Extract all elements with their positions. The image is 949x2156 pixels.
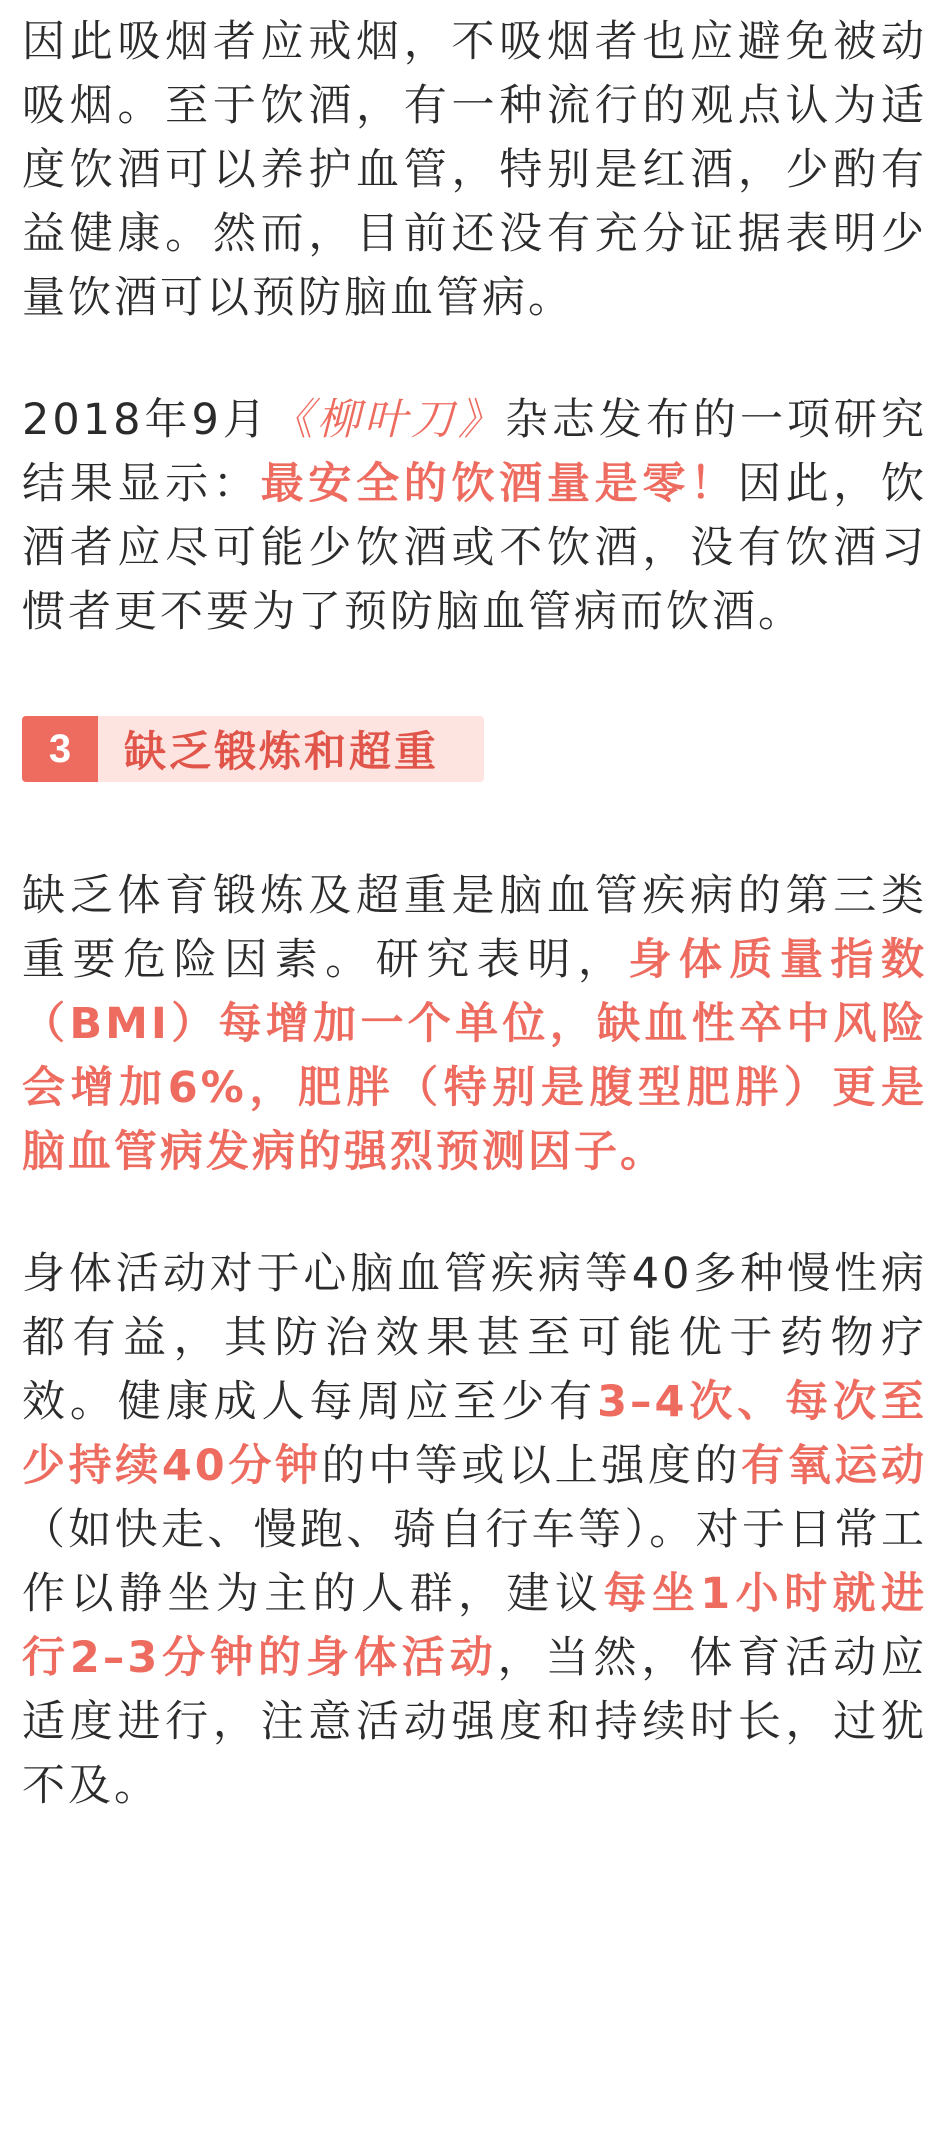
paragraph-text: ，当然，体育活动应适度进行，注意活动强度和持续时长，过犹不及。	[22, 1633, 928, 1811]
paragraph-exercise-overweight	[22, 864, 927, 1184]
paragraph-text: （如快走、慢跑、骑自行车等）。对于日常工作以静坐为主的人群，建议	[22, 1505, 927, 1619]
section-title: 缺乏锻炼和超重	[124, 727, 440, 776]
highlight-aerobic: 有氧运动	[741, 1441, 928, 1491]
highlight-bmi: 身体质量指数（BMI）每增加一个单位，缺血性卒中风险会增加6%，肥胖（特别是腹型肥胖）更是脑血管病发病的强烈预测因子。	[22, 935, 928, 1177]
highlight-safe-drinking: 最安全的饮酒量是零！	[260, 459, 738, 509]
journal-name: 《柳叶刀》	[269, 395, 505, 445]
paragraph-text: 的中等或以上强度的	[321, 1441, 742, 1491]
paragraph-text-date: 2018年9月	[22, 395, 270, 445]
paragraph-text: 缺乏体育锻炼及超重是脑血管疾病的第三类重要危险因素。研究表明，	[22, 871, 927, 985]
highlight-sitting-break: 每坐1小时就进行2–3分钟的身体活动	[22, 1569, 928, 1683]
paragraph-text: 因此，饮酒者应尽可能少饮酒或不饮酒，没有饮酒习惯者更不要为了预防脑血管病而饮酒。	[22, 459, 928, 637]
paragraph-smoking-drinking	[22, 0, 927, 330]
paragraph-lancet-study	[22, 388, 927, 644]
paragraph-text: 杂志发布的一项研究结果显示：	[22, 395, 928, 509]
paragraph-physical-activity	[22, 1242, 927, 1818]
highlight-frequency: 3–4次、每次至少持续40分钟	[22, 1377, 928, 1491]
section-header	[22, 716, 484, 782]
paragraph-text: 身体活动对于心脑血管疾病等40多种慢性病都有益，其防治效果甚至可能优于药物疗效。健康成人每周应至少有	[22, 1249, 927, 1427]
section-number-badge: 3	[22, 716, 98, 782]
paragraph-text: 因此吸烟者应戒烟，不吸烟者也应避免被动吸烟。至于饮酒，有一种流行的观点认为适度饮酒可以养护血管，特别是红酒，少酌有益健康。然而，目前还没有充分证据表明少量饮酒可以预防脑血管病。	[22, 17, 927, 323]
